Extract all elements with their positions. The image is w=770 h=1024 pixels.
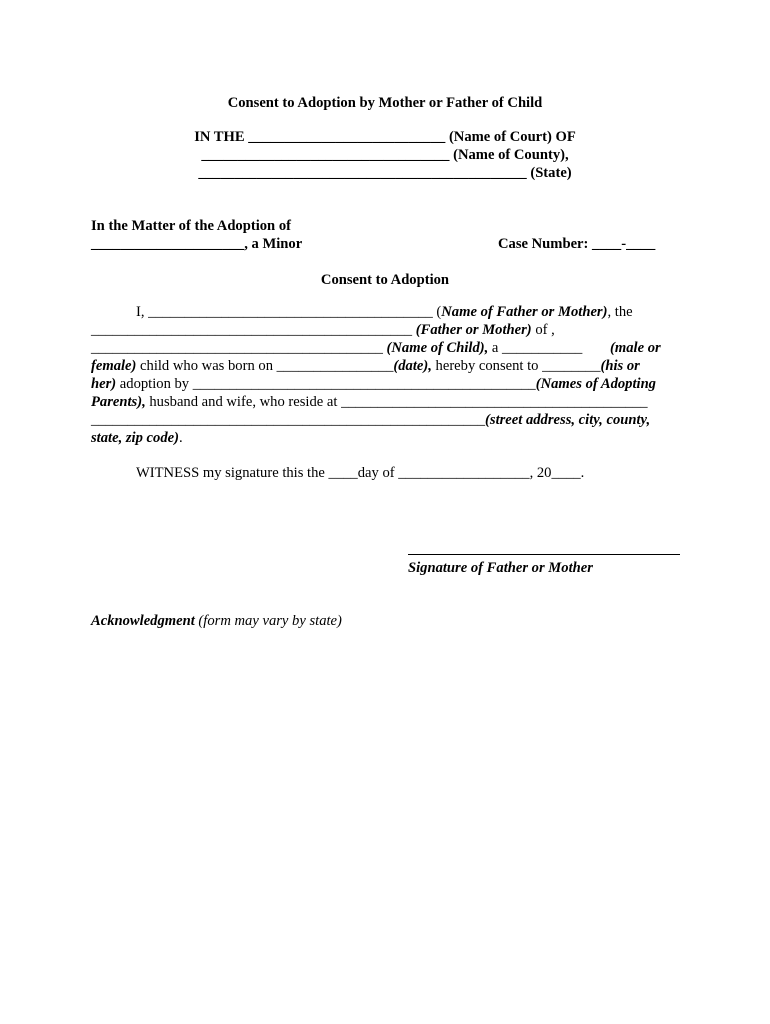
body-text: a ___________	[488, 340, 586, 356]
body-line-6	[91, 393, 648, 411]
county-line	[0, 146, 770, 164]
court-suffix: (Name of Court) OF	[445, 129, 576, 145]
acknowledgment-line	[91, 612, 342, 630]
county-blank: __________________________________	[201, 147, 450, 163]
body-field-label: her)	[91, 376, 117, 392]
court-blank: ___________________________	[248, 129, 446, 145]
body-line-1	[136, 303, 633, 321]
signature-label: Signature of Father or Mother	[408, 560, 593, 576]
body-line-4	[91, 357, 640, 375]
body-text: ________________________________________	[91, 340, 387, 356]
matter-heading: In the Matter of the Adoption of	[91, 218, 291, 234]
acknowledgment-label: Acknowledgment	[91, 613, 195, 629]
body-text: adoption by _______________________________________________	[116, 376, 536, 392]
body-field-label: (his or	[600, 358, 640, 374]
witness-line: WITNESS my signature this the ____day of __________________, 20____.	[136, 465, 585, 481]
body-text: ______________________________________________________	[91, 412, 486, 428]
body-field-label: (Father or Mother)	[415, 322, 532, 338]
body-field-label: (Name of Child),	[386, 340, 489, 356]
body-text: of ,	[531, 322, 555, 338]
body-text: ____________________________________________	[91, 322, 416, 338]
body-field-label: Parents),	[91, 394, 146, 410]
body-field-label: (Names of Adopting	[535, 376, 656, 392]
body-line-2	[91, 321, 555, 339]
body-line-7	[91, 411, 650, 429]
body-line-3	[91, 339, 661, 357]
court-prefix: IN THE	[194, 129, 249, 145]
case-number: Case Number: ____-____	[498, 236, 656, 252]
body-text: hereby consent to ________	[431, 358, 601, 374]
body-text: child who was born on ________________	[136, 358, 394, 374]
state-blank: _____________________________________________	[198, 165, 527, 181]
state-suffix: (State)	[526, 165, 572, 181]
body-text: , the	[607, 304, 633, 320]
county-suffix: (Name of County),	[449, 147, 569, 163]
body-line-5	[91, 375, 656, 393]
body-field-label: (male or	[610, 340, 661, 356]
section-title: Consent to Adoption	[320, 272, 450, 288]
body-text: I, _______________________________________ (	[136, 304, 442, 320]
court-line-1	[0, 128, 770, 146]
acknowledgment-note: (form may vary by state)	[194, 613, 342, 629]
body-text: husband and wife, who reside at __________________________________________	[145, 394, 648, 410]
body-field-label: female)	[91, 358, 137, 374]
body-text: .	[178, 430, 183, 446]
body-line-8	[91, 429, 183, 447]
state-line	[0, 164, 770, 182]
body-field-label: Name of Father or Mother)	[441, 304, 608, 320]
body-field-label: (date),	[393, 358, 432, 374]
body-field-label: (street address, city, county,	[485, 412, 651, 428]
signature-rule	[408, 554, 680, 555]
document-title: Consent to Adoption by Mother or Father of Child	[227, 95, 543, 111]
minor-line: _____________________, a Minor	[91, 236, 303, 252]
body-field-label: state, zip code)	[91, 430, 179, 446]
